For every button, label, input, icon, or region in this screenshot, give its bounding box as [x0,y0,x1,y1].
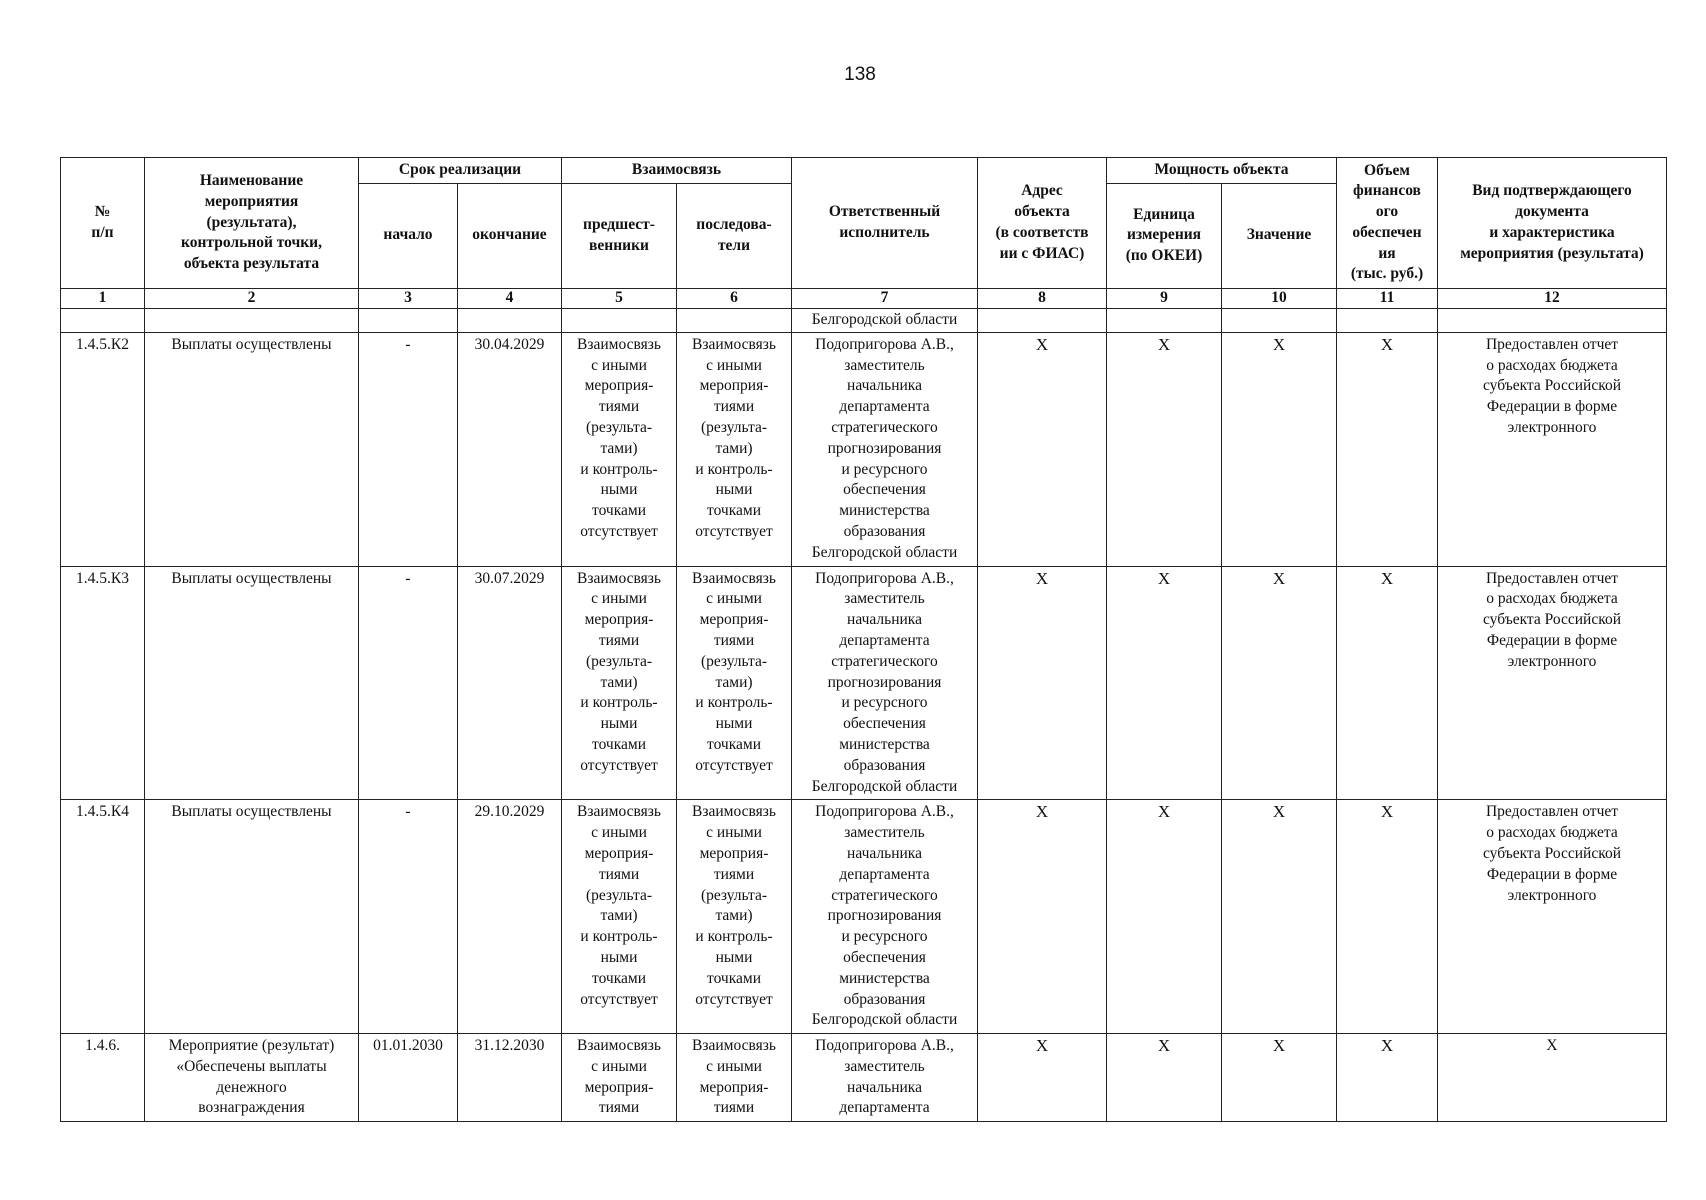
cell-prev-line: ными [600,715,638,733]
column-number: 3 [359,288,458,308]
cell-doc-line: Предоставлен отчет [1485,569,1619,587]
cell-executor-line: Подопригорова А.В., [815,803,954,821]
cell-next-line: (результа- [700,652,768,670]
header-name-line: контрольной точки, [181,234,322,252]
cell-prev-line: точками [592,502,646,520]
header-unit [1107,183,1222,288]
cell-next-line: Взаимосвязь [692,335,776,353]
cell-executor-line: и ресурсного [841,928,928,946]
cell-unit: X [1107,800,1222,1034]
header-capacity-group: Мощность объекта [1107,158,1337,184]
header-no-line: п/п [91,223,114,241]
continuation-executor: Белгородской области [792,308,978,332]
header-name-line: (результата), [206,213,297,231]
header-executor-line: Ответственный [828,203,941,221]
cell-next-line: отсутствует [695,522,773,540]
cell-empty [677,308,792,332]
header-unit-line: Единица [1133,205,1195,223]
cell-value: X [1222,800,1337,1034]
cell-id: 1.4.5.К2 [61,332,145,566]
cell-next-line: Взаимосвязь [692,569,776,587]
cell-prev-line: (результа- [585,652,653,670]
cell-executor-line: образования [843,522,926,540]
cell-unit: X [1107,1034,1222,1122]
header-name-line: мероприятия [204,192,299,210]
cell-executor-line: стратегического [831,652,938,670]
cell-volume: X [1337,1034,1438,1122]
header-volume-line: обеспечен [1352,223,1422,241]
cell-prev-line: тиями [598,631,640,649]
cell-id: 1.4.6. [61,1034,145,1122]
header-no-line: № [94,203,111,221]
cell-volume: X [1337,566,1438,800]
cell-next-line: точками [707,502,761,520]
cell-next-line: и контроль- [695,694,773,712]
header-doc-type-line: мероприятия (результата) [1460,244,1644,262]
cell-prev-line: с иными [591,590,647,608]
cell-executor-line: Белгородской области [811,1011,958,1029]
header-executor [792,158,978,289]
cell-prev-line: и контроль- [580,928,658,946]
cell-executor-line: начальника [847,1078,922,1096]
cell-next-line: тиями [713,631,755,649]
header-name-line: Наименование [199,171,304,189]
cell-executor-line: Белгородской области [811,777,958,795]
header-no [61,158,145,289]
cell-next-line: отсутствует [695,756,773,774]
cell-next [677,1034,792,1122]
cell-prev-line: отсутствует [580,756,658,774]
column-number: 9 [1107,288,1222,308]
cell-empty [1438,308,1667,332]
cell-executor-line: прогнозирования [827,673,942,691]
cell-doc [1438,566,1667,800]
cell-prev [562,566,677,800]
cell-prev-line: Взаимосвязь [577,1037,661,1055]
cell-prev [562,1034,677,1122]
cell-doc-line: электронного [1507,418,1597,436]
cell-executor [792,1034,978,1122]
cell-doc-line: Предоставлен отчет [1485,803,1619,821]
cell-prev-line: тиями [598,865,640,883]
cell-volume: X [1337,332,1438,566]
cell-next-line: и контроль- [695,928,773,946]
header-doc-type-line: Вид подтверждающего [1472,182,1632,200]
cell-doc [1438,800,1667,1034]
cell-prev [562,800,677,1034]
cell-doc [1438,1034,1667,1122]
column-number: 8 [978,288,1107,308]
cell-prev-line: Взаимосвязь [577,335,661,353]
cell-prev-line: ными [600,481,638,499]
cell-volume: X [1337,800,1438,1034]
cell-executor-line: образования [843,756,926,774]
cell-name-line: Выплаты осуществлены [171,569,332,587]
cell-name [145,800,359,1034]
cell-executor-line: Подопригорова А.В., [815,569,954,587]
cell-executor-line: департамента [839,631,930,649]
cell-next-line: тами) [715,673,753,691]
header-name [145,158,359,289]
cell-value: X [1222,332,1337,566]
cell-prev-line: тиями [598,1099,640,1117]
cell-executor-line: обеспечения [843,481,926,499]
cell-start: - [359,566,458,800]
cell-doc-line: электронного [1507,886,1597,904]
cell-executor-line: министерства [839,735,930,753]
cell-prev-line: Взаимосвязь [577,569,661,587]
cell-next-line: ными [715,715,753,733]
cell-executor-line: образования [843,990,926,1008]
header-address-line: объекта [1014,203,1070,221]
column-number: 12 [1438,288,1667,308]
cell-next-line: Взаимосвязь [692,1037,776,1055]
cell-prev-line: тами) [600,907,638,925]
cell-empty [1222,308,1337,332]
cell-name [145,1034,359,1122]
cell-name-line: Выплаты осуществлены [171,335,332,353]
cell-next-line: (результа- [700,418,768,436]
continuation-row [61,308,1667,332]
cell-address: X [978,800,1107,1034]
cell-empty [562,308,677,332]
cell-next-line: ными [715,481,753,499]
cell-executor-line: заместитель [844,1057,925,1075]
cell-executor [792,800,978,1034]
cell-next-line: тами) [715,439,753,457]
header-link-next-line: тели [717,236,751,254]
cell-id: 1.4.5.К4 [61,800,145,1034]
cell-unit: X [1107,566,1222,800]
cell-next-line: ными [715,948,753,966]
cell-name [145,566,359,800]
cell-next-line: и контроль- [695,460,773,478]
cell-start: 01.01.2030 [359,1034,458,1122]
cell-next-line: тиями [713,1099,755,1117]
header-volume-line: Объем [1364,161,1410,179]
cell-executor-line: заместитель [844,824,925,842]
column-numbers-row [61,288,1667,308]
cell-next-line: точками [707,969,761,987]
header-address-line: (в соответств [995,223,1089,241]
cell-empty [1107,308,1222,332]
cell-next-line: отсутствует [695,990,773,1008]
cell-end: 29.10.2029 [458,800,562,1034]
header-term-start: начало [359,183,458,288]
cell-next [677,332,792,566]
cell-id: 1.4.5.К3 [61,566,145,800]
header-volume-line: ия [1378,244,1396,262]
cell-prev-line: точками [592,735,646,753]
cell-next [677,566,792,800]
header-volume-line: (тыс. руб.) [1350,265,1424,283]
cell-executor-line: департамента [839,865,930,883]
cell-next-line: мероприя- [699,377,769,395]
cell-next-line: мероприя- [699,844,769,862]
cell-executor-line: департамента [839,1099,930,1117]
cell-end: 30.07.2029 [458,566,562,800]
cell-executor-line: обеспечения [843,948,926,966]
cell-prev-line: мероприя- [584,1078,654,1096]
header-address-line: Адрес [1021,182,1063,200]
header-link-group: Взаимосвязь [562,158,792,184]
cell-prev-line: и контроль- [580,694,658,712]
cell-end: 31.12.2030 [458,1034,562,1122]
cell-prev-line: (результа- [585,418,653,436]
cell-unit: X [1107,332,1222,566]
cell-executor-line: Подопригорова А.В., [815,1037,954,1055]
column-number: 1 [61,288,145,308]
cell-name-line: денежного [216,1078,287,1096]
header-doc-type [1438,158,1667,289]
header-term-end: окончание [458,183,562,288]
table-row [61,1034,1667,1122]
cell-executor-line: и ресурсного [841,460,928,478]
cell-executor [792,566,978,800]
header-volume-line: ого [1375,203,1399,221]
cell-doc-line: о расходах бюджета [1486,356,1618,374]
header-unit-line: (по ОКЕИ) [1125,247,1203,265]
cell-address: X [978,332,1107,566]
cell-name-line: Выплаты осуществлены [171,803,332,821]
header-doc-type-line: и характеристика [1489,223,1615,241]
cell-doc-line: Предоставлен отчет [1485,335,1619,353]
cell-next-line: Взаимосвязь [692,803,776,821]
cell-prev-line: с иными [591,824,647,842]
cell-doc-line: субъекта Российской [1482,611,1622,629]
cell-executor-line: прогнозирования [827,907,942,925]
cell-prev-line: отсутствует [580,522,658,540]
cell-end: 30.04.2029 [458,332,562,566]
cell-executor-line: заместитель [844,590,925,608]
header-link-next-line: последова- [696,216,772,233]
cell-executor-line: департамента [839,398,930,416]
cell-next-line: с иными [706,1057,762,1075]
cell-prev-line: с иными [591,356,647,374]
table-row [61,800,1667,1034]
cell-address: X [978,1034,1107,1122]
header-volume [1337,158,1438,289]
header-doc-type-line: документа [1515,203,1589,221]
cell-doc-line: Федерации в форме [1486,398,1618,416]
cell-executor-line: прогнозирования [827,439,942,457]
cell-executor-line: министерства [839,969,930,987]
header-term-group: Срок реализации [359,158,562,184]
cell-empty [359,308,458,332]
cell-prev-line: ными [600,948,638,966]
cell-name [145,332,359,566]
column-number: 6 [677,288,792,308]
cell-prev-line: мероприя- [584,844,654,862]
cell-prev-line: мероприя- [584,611,654,629]
cell-empty [978,308,1107,332]
cell-executor-line: начальника [847,611,922,629]
cell-doc-line: Федерации в форме [1486,865,1618,883]
cell-executor-line: Подопригорова А.В., [815,335,954,353]
header-link-prev [562,183,677,288]
cell-doc-line: X [1546,1037,1558,1055]
cell-next-line: тиями [713,398,755,416]
cell-next-line: с иными [706,590,762,608]
cell-doc-line: о расходах бюджета [1486,590,1618,608]
cell-empty [61,308,145,332]
column-number: 11 [1337,288,1438,308]
cell-prev-line: тами) [600,439,638,457]
cell-start: - [359,332,458,566]
header-link-prev-line: предшест- [583,216,655,233]
cell-name-line: вознаграждения [198,1099,305,1117]
cell-next-line: с иными [706,824,762,842]
cell-next [677,800,792,1034]
cell-value: X [1222,1034,1337,1122]
column-number: 2 [145,288,359,308]
cell-executor [792,332,978,566]
cell-empty [1337,308,1438,332]
cell-prev-line: с иными [591,1057,647,1075]
cell-doc-line: электронного [1507,652,1597,670]
cell-start: - [359,800,458,1034]
column-number: 5 [562,288,677,308]
header-executor-line: исполнитель [839,223,930,241]
header-volume-line: финансов [1353,182,1421,200]
cell-name-line: «Обеспечены выплаты [176,1057,327,1075]
cell-executor-line: заместитель [844,356,925,374]
cell-executor-line: стратегического [831,886,938,904]
cell-prev-line: точками [592,969,646,987]
cell-executor-line: начальника [847,377,922,395]
header-name-line: объекта результата [183,255,320,273]
cell-next-line: тами) [715,907,753,925]
cell-doc-line: субъекта Российской [1482,844,1622,862]
cell-next-line: мероприя- [699,611,769,629]
cell-doc-line: Федерации в форме [1486,631,1618,649]
cell-executor-line: начальника [847,844,922,862]
header-address [978,158,1107,289]
cell-value: X [1222,566,1337,800]
cell-name-line: Мероприятие (результат) [168,1037,335,1055]
cell-executor-line: Белгородской области [811,543,958,561]
cell-prev [562,332,677,566]
cell-executor-line: министерства [839,502,930,520]
column-number: 4 [458,288,562,308]
cell-next-line: тиями [713,865,755,883]
header-address-line: ии с ФИАС) [999,244,1085,262]
cell-prev-line: (результа- [585,886,653,904]
table-row [61,566,1667,800]
cell-prev-line: тиями [598,398,640,416]
cell-prev-line: тами) [600,673,638,691]
cell-prev-line: и контроль- [580,460,658,478]
cell-address: X [978,566,1107,800]
table-row [61,332,1667,566]
cell-next-line: мероприя- [699,1078,769,1096]
cell-doc-line: субъекта Российской [1482,377,1622,395]
cell-doc [1438,332,1667,566]
cell-next-line: с иными [706,356,762,374]
cell-empty [145,308,359,332]
page-number: 138 [844,64,876,85]
column-number: 10 [1222,288,1337,308]
header-link-next [677,183,792,288]
header-value: Значение [1222,183,1337,288]
header-link-prev-line: венники [589,236,649,254]
cell-empty [458,308,562,332]
header-unit-line: измерения [1126,226,1202,244]
cell-next-line: точками [707,735,761,753]
cell-executor-line: и ресурсного [841,694,928,712]
cell-next-line: (результа- [700,886,768,904]
cell-prev-line: Взаимосвязь [577,803,661,821]
column-number: 7 [792,288,978,308]
cell-prev-line: отсутствует [580,990,658,1008]
cell-executor-line: стратегического [831,418,938,436]
activities-table [60,157,1667,1122]
cell-prev-line: мероприя- [584,377,654,395]
cell-doc-line: о расходах бюджета [1486,824,1618,842]
cell-executor-line: обеспечения [843,715,926,733]
